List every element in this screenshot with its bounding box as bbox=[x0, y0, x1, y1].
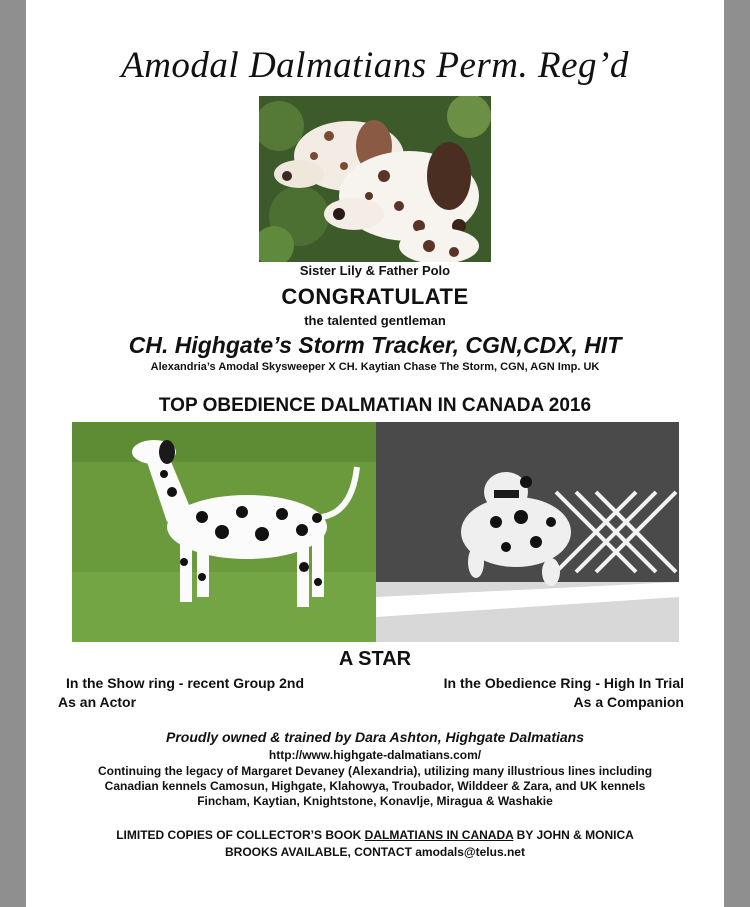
obedience-achievements bbox=[444, 674, 684, 712]
owner-line: Proudly owned & trained by Dara Ashton, Highgate Dalmatians bbox=[166, 729, 584, 745]
books-notice bbox=[26, 827, 724, 861]
photo-caption: Sister Lily & Father Polo bbox=[299, 263, 451, 278]
books-contact: BROOKS AVAILABLE, CONTACT amodals@telus.net bbox=[225, 845, 525, 859]
books-prefix: LIMITED COPIES OF COLLECTOR’S BOOK bbox=[116, 828, 365, 842]
books-suffix: BY JOHN & MONICA bbox=[513, 828, 634, 842]
dog-name: CH. Highgate’s Storm Tracker, CGN,CDX, HIT bbox=[128, 332, 622, 358]
show-ring-achievements bbox=[58, 674, 305, 712]
website-link[interactable]: http://www.highgate-dalmatians.com/ bbox=[268, 748, 482, 762]
obedience-jump-photo bbox=[376, 422, 679, 642]
talented-subtitle: the talented gentleman bbox=[304, 313, 446, 328]
left-line: As an Actor bbox=[58, 694, 137, 710]
flyer-page bbox=[26, 0, 724, 907]
show-ring-photo bbox=[72, 422, 396, 642]
top-dogs-photo bbox=[259, 96, 491, 262]
book-title: DALMATIANS IN CANADA bbox=[364, 828, 514, 842]
right-line: As a Companion bbox=[573, 694, 684, 710]
legacy-line: Canadian kennels Camosun, Highgate, Klahowya, Troubador, Wilddeer & Zara, and UK kennels bbox=[104, 779, 646, 793]
congratulate-heading: CONGRATULATE bbox=[281, 284, 469, 309]
legacy-line: Continuing the legacy of Margaret Devaney (Alexandria), utilizing many illustrious lines including bbox=[97, 764, 653, 778]
right-line: In the Obedience Ring - High In Trial bbox=[443, 675, 684, 691]
headline: TOP OBEDIENCE DALMATIAN IN CANADA 2016 bbox=[158, 395, 592, 416]
pedigree-line: Alexandria’s Amodal Skysweeper X CH. Kaytian Chase The Storm, CGN, AGN Imp. UK bbox=[150, 361, 600, 373]
page-title: Amodal Dalmatians Perm. Reg’d bbox=[121, 45, 629, 86]
legacy-line: Fincham, Kaytian, Knightstone, Konavlje, Miragua & Washakie bbox=[197, 794, 553, 808]
left-line: In the Show ring - recent Group 2nd bbox=[66, 675, 305, 691]
a-star-heading: A STAR bbox=[338, 648, 412, 670]
legacy-paragraph bbox=[26, 764, 724, 809]
